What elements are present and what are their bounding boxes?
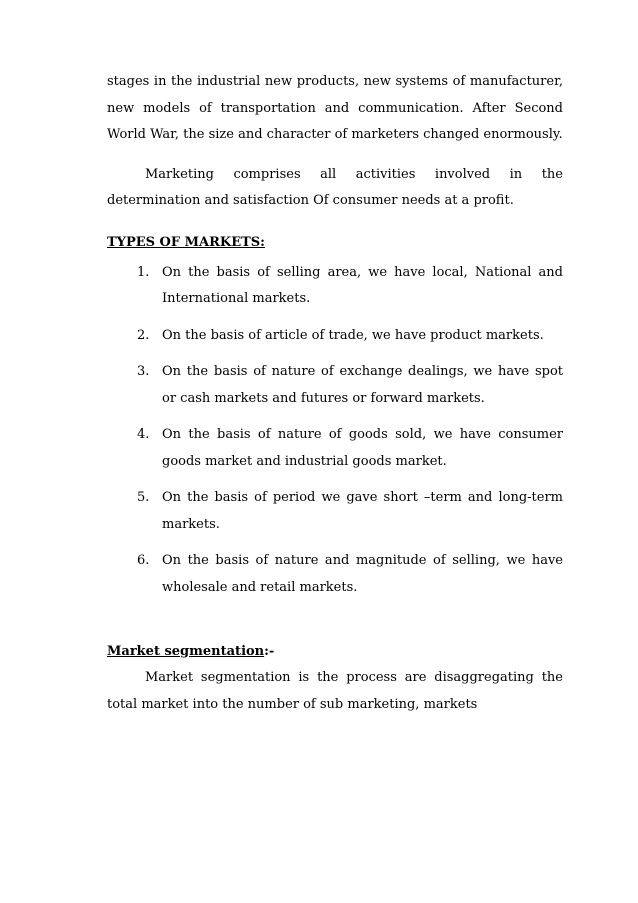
list-item-number: 3. <box>137 364 150 379</box>
list-item <box>107 422 563 475</box>
marketing-definition-paragraph: Marketing comprises all activities involved in the determination and satisfaction Of consumer needs at a profit. <box>107 166 563 208</box>
list-item-text: On the basis of selling area, we have local, National and International markets. <box>162 264 563 306</box>
list-item-text: On the basis of article of trade, we have product markets. <box>162 327 544 343</box>
types-of-markets-list <box>107 260 563 602</box>
list-item <box>107 323 563 350</box>
list-item <box>107 485 563 538</box>
market-segmentation-heading: Market segmentation <box>107 644 265 659</box>
list-item-number: 2. <box>137 327 150 343</box>
list-item-number: 6. <box>137 553 150 568</box>
list-item-number: 1. <box>137 264 150 280</box>
list-item <box>107 260 563 313</box>
list-item-text: On the basis of nature of goods sold, we have consumer goods market and industrial goods market. <box>162 427 563 469</box>
document-page <box>107 69 563 718</box>
intro-paragraph: stages in the industrial new products, new systems of manufacturer, new models of transportation and communication. After Second World War, the size and character of marketers changed enormously. <box>107 74 563 142</box>
list-item-text: On the basis of nature and magnitude of selling, we have wholesale and retail markets. <box>162 553 563 595</box>
market-segmentation-heading-line <box>107 639 563 665</box>
list-item-text: On the basis of nature of exchange dealings, we have spot or cash markets and futures or forward markets. <box>162 364 563 406</box>
list-item-number: 4. <box>137 427 150 442</box>
types-of-markets-heading: TYPES OF MARKETS: <box>107 234 265 250</box>
market-segmentation-paragraph: Market segmentation is the process are disaggregating the total market into the number of sub marketing, markets <box>107 670 563 712</box>
section-spacer <box>107 611 563 639</box>
list-item-number: 5. <box>137 490 150 505</box>
list-item <box>107 359 563 412</box>
market-segmentation-heading-suffix: :- <box>264 644 275 659</box>
list-item <box>107 548 563 601</box>
list-item-text: On the basis of period we gave short –term and long-term markets. <box>162 490 563 532</box>
